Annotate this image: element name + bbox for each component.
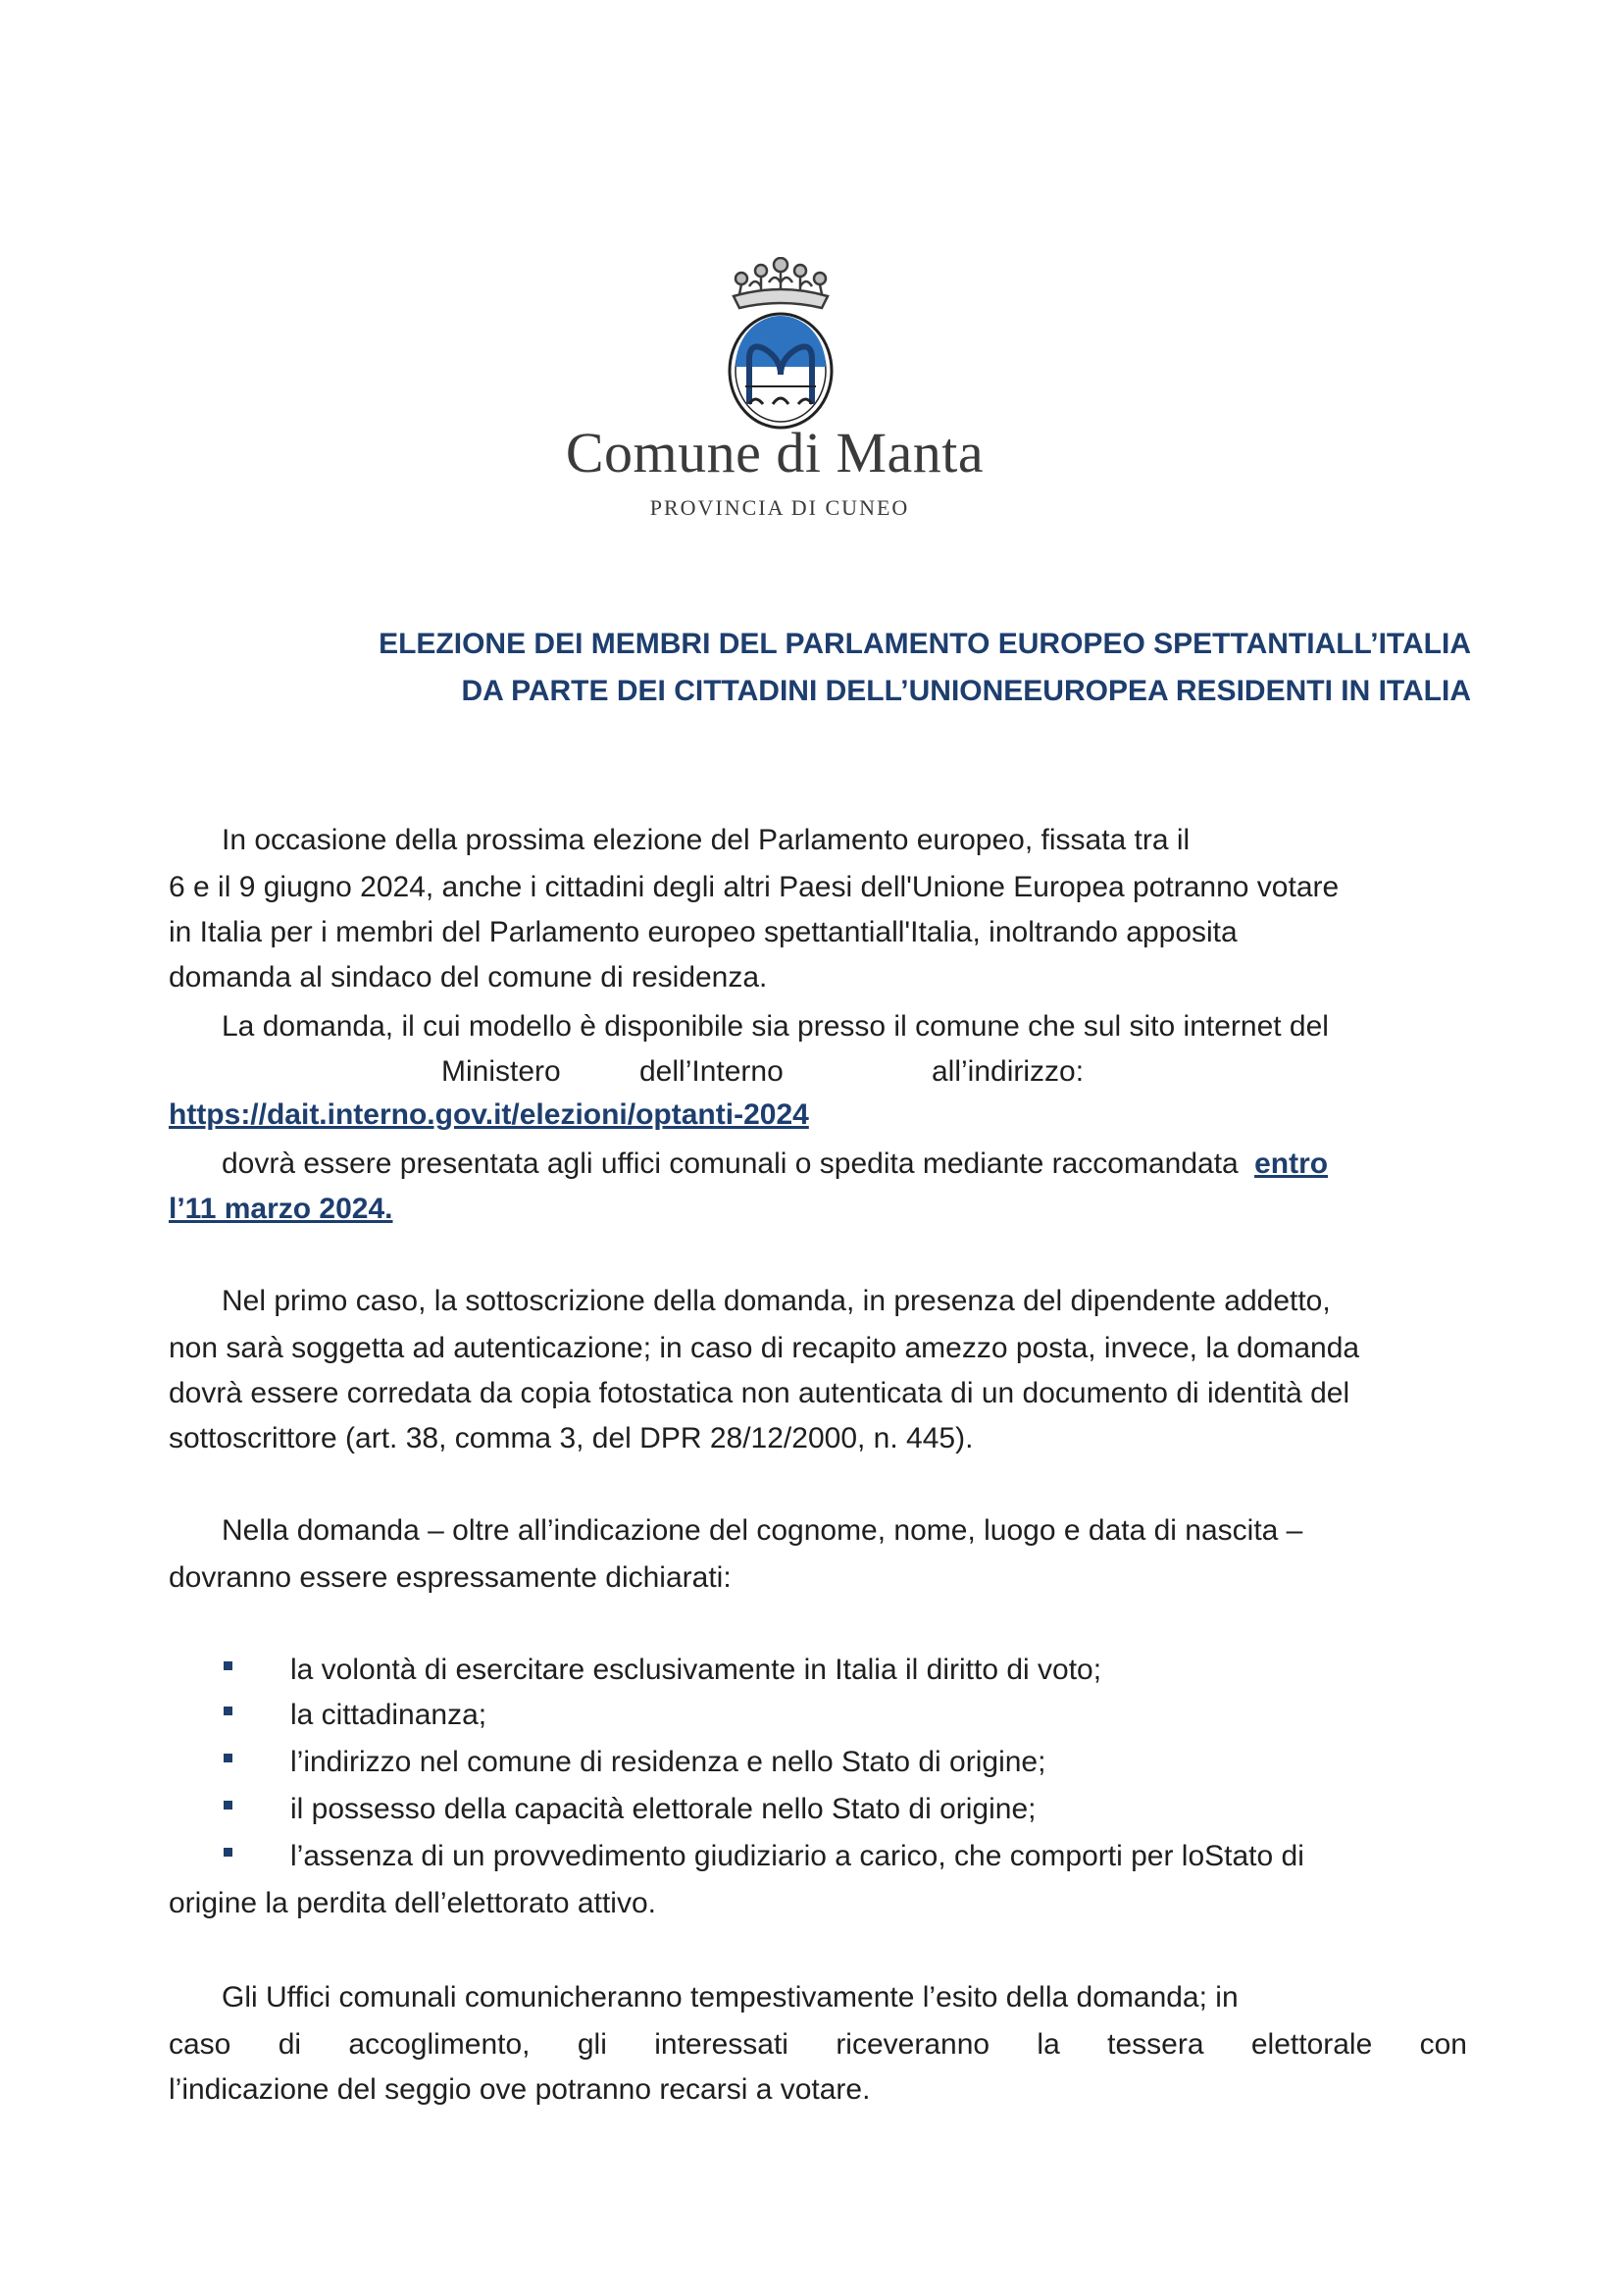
- bullet-marker: [224, 1754, 232, 1762]
- bullet-marker: [224, 1661, 232, 1670]
- submission-text: dovrà essere presentata agli uffici comunali o spedita mediante raccomandata: [222, 1147, 1239, 1180]
- list-item: l’indirizzo nel comune di residenza e nello Stato di origine;: [290, 1746, 1046, 1778]
- paragraph-3-line-1: Nel primo caso, la sottoscrizione della domanda, in presenza del dipendente addetto,: [222, 1285, 1331, 1317]
- paragraph-1-line-3: in Italia per i membri del Parlamento europeo spettantiall'Italia, inoltrando apposita: [169, 916, 1238, 948]
- list-item: il possesso della capacità elettorale nello Stato di origine;: [290, 1793, 1037, 1825]
- list-item: la volontà di esercitare esclusivamente in Italia il diritto di voto;: [290, 1654, 1102, 1686]
- document-title-line-2: DA PARTE DEI CITTADINI DELL’UNIONEEUROPEA RESIDENTI IN ITALIA: [461, 675, 1471, 707]
- bullet-marker: [224, 1801, 232, 1810]
- paragraph-5-line-3: l’indicazione del seggio ove potranno recarsi a votare.: [169, 2073, 871, 2106]
- bullet-marker: [224, 1707, 232, 1715]
- paragraph-1-line-1: In occasione della prossima elezione del Parlamento europeo, fissata tra il: [222, 824, 1191, 856]
- paragraph-3-line-4: sottoscrittore (art. 38, comma 3, del DPR 28/12/2000, n. 445).: [169, 1422, 974, 1454]
- paragraph-1-line-2: 6 e il 9 giugno 2024, anche i cittadini degli altri Paesi dell'Unione Europea potranno votare: [169, 871, 1340, 903]
- crown-icon: [734, 258, 828, 308]
- municipality-name: Comune di Manta: [565, 421, 985, 484]
- paragraph-4-line-2: dovranno essere espressamente dichiarati:: [169, 1561, 732, 1594]
- paragraph-2-line-4: [222, 1149, 1328, 1179]
- optanti-form-link[interactable]: https://dait.interno.gov.it/elezioni/optanti-2024: [169, 1098, 809, 1131]
- paragraph-3-line-2: non sarà soggetta ad autenticazione; in caso di recapito amezzo posta, invece, la domanda: [169, 1332, 1360, 1364]
- bullet-marker: [224, 1848, 232, 1857]
- paragraph-2-line-1: La domanda, il cui modello è disponibile sia presso il comune che sul sito internet del: [222, 1010, 1329, 1043]
- document-title-line-1: ELEZIONE DEI MEMBRI DEL PARLAMENTO EUROPEO SPETTANTIALL’ITALIA: [379, 628, 1471, 660]
- interior-word: dell’Interno: [639, 1055, 784, 1088]
- paragraph-1-line-4: domanda al sindaco del comune di residenza.: [169, 961, 768, 994]
- ministry-word: Ministero: [441, 1055, 561, 1088]
- coat-of-arms-icon: [720, 257, 841, 432]
- list-item: l’assenza di un provvedimento giudiziario a carico, che comporti per loStato di: [290, 1840, 1304, 1872]
- paragraph-3-line-3: dovrà essere corredata da copia fotostatica non autenticata di un documento di identità del: [169, 1377, 1350, 1409]
- province-name: PROVINCIA DI CUNEO: [649, 495, 910, 520]
- address-word: all’indirizzo:: [932, 1055, 1085, 1088]
- deadline-entro: entro: [1254, 1147, 1329, 1180]
- list-item: la cittadinanza;: [290, 1699, 487, 1731]
- paragraph-5-line-2: caso di accoglimento, gli interessati riceveranno la tessera elettorale con: [169, 2028, 1467, 2061]
- list-item-continuation: origine la perdita dell’elettorato attivo.: [169, 1887, 656, 1919]
- paragraph-5-line-1: Gli Uffici comunali comunicheranno tempestivamente l’esito della domanda; in: [222, 1981, 1239, 2014]
- deadline-date: l’11 marzo 2024.: [169, 1193, 393, 1225]
- paragraph-4-line-1: Nella domanda – oltre all’indicazione del cognome, nome, luogo e data di nascita –: [222, 1514, 1303, 1547]
